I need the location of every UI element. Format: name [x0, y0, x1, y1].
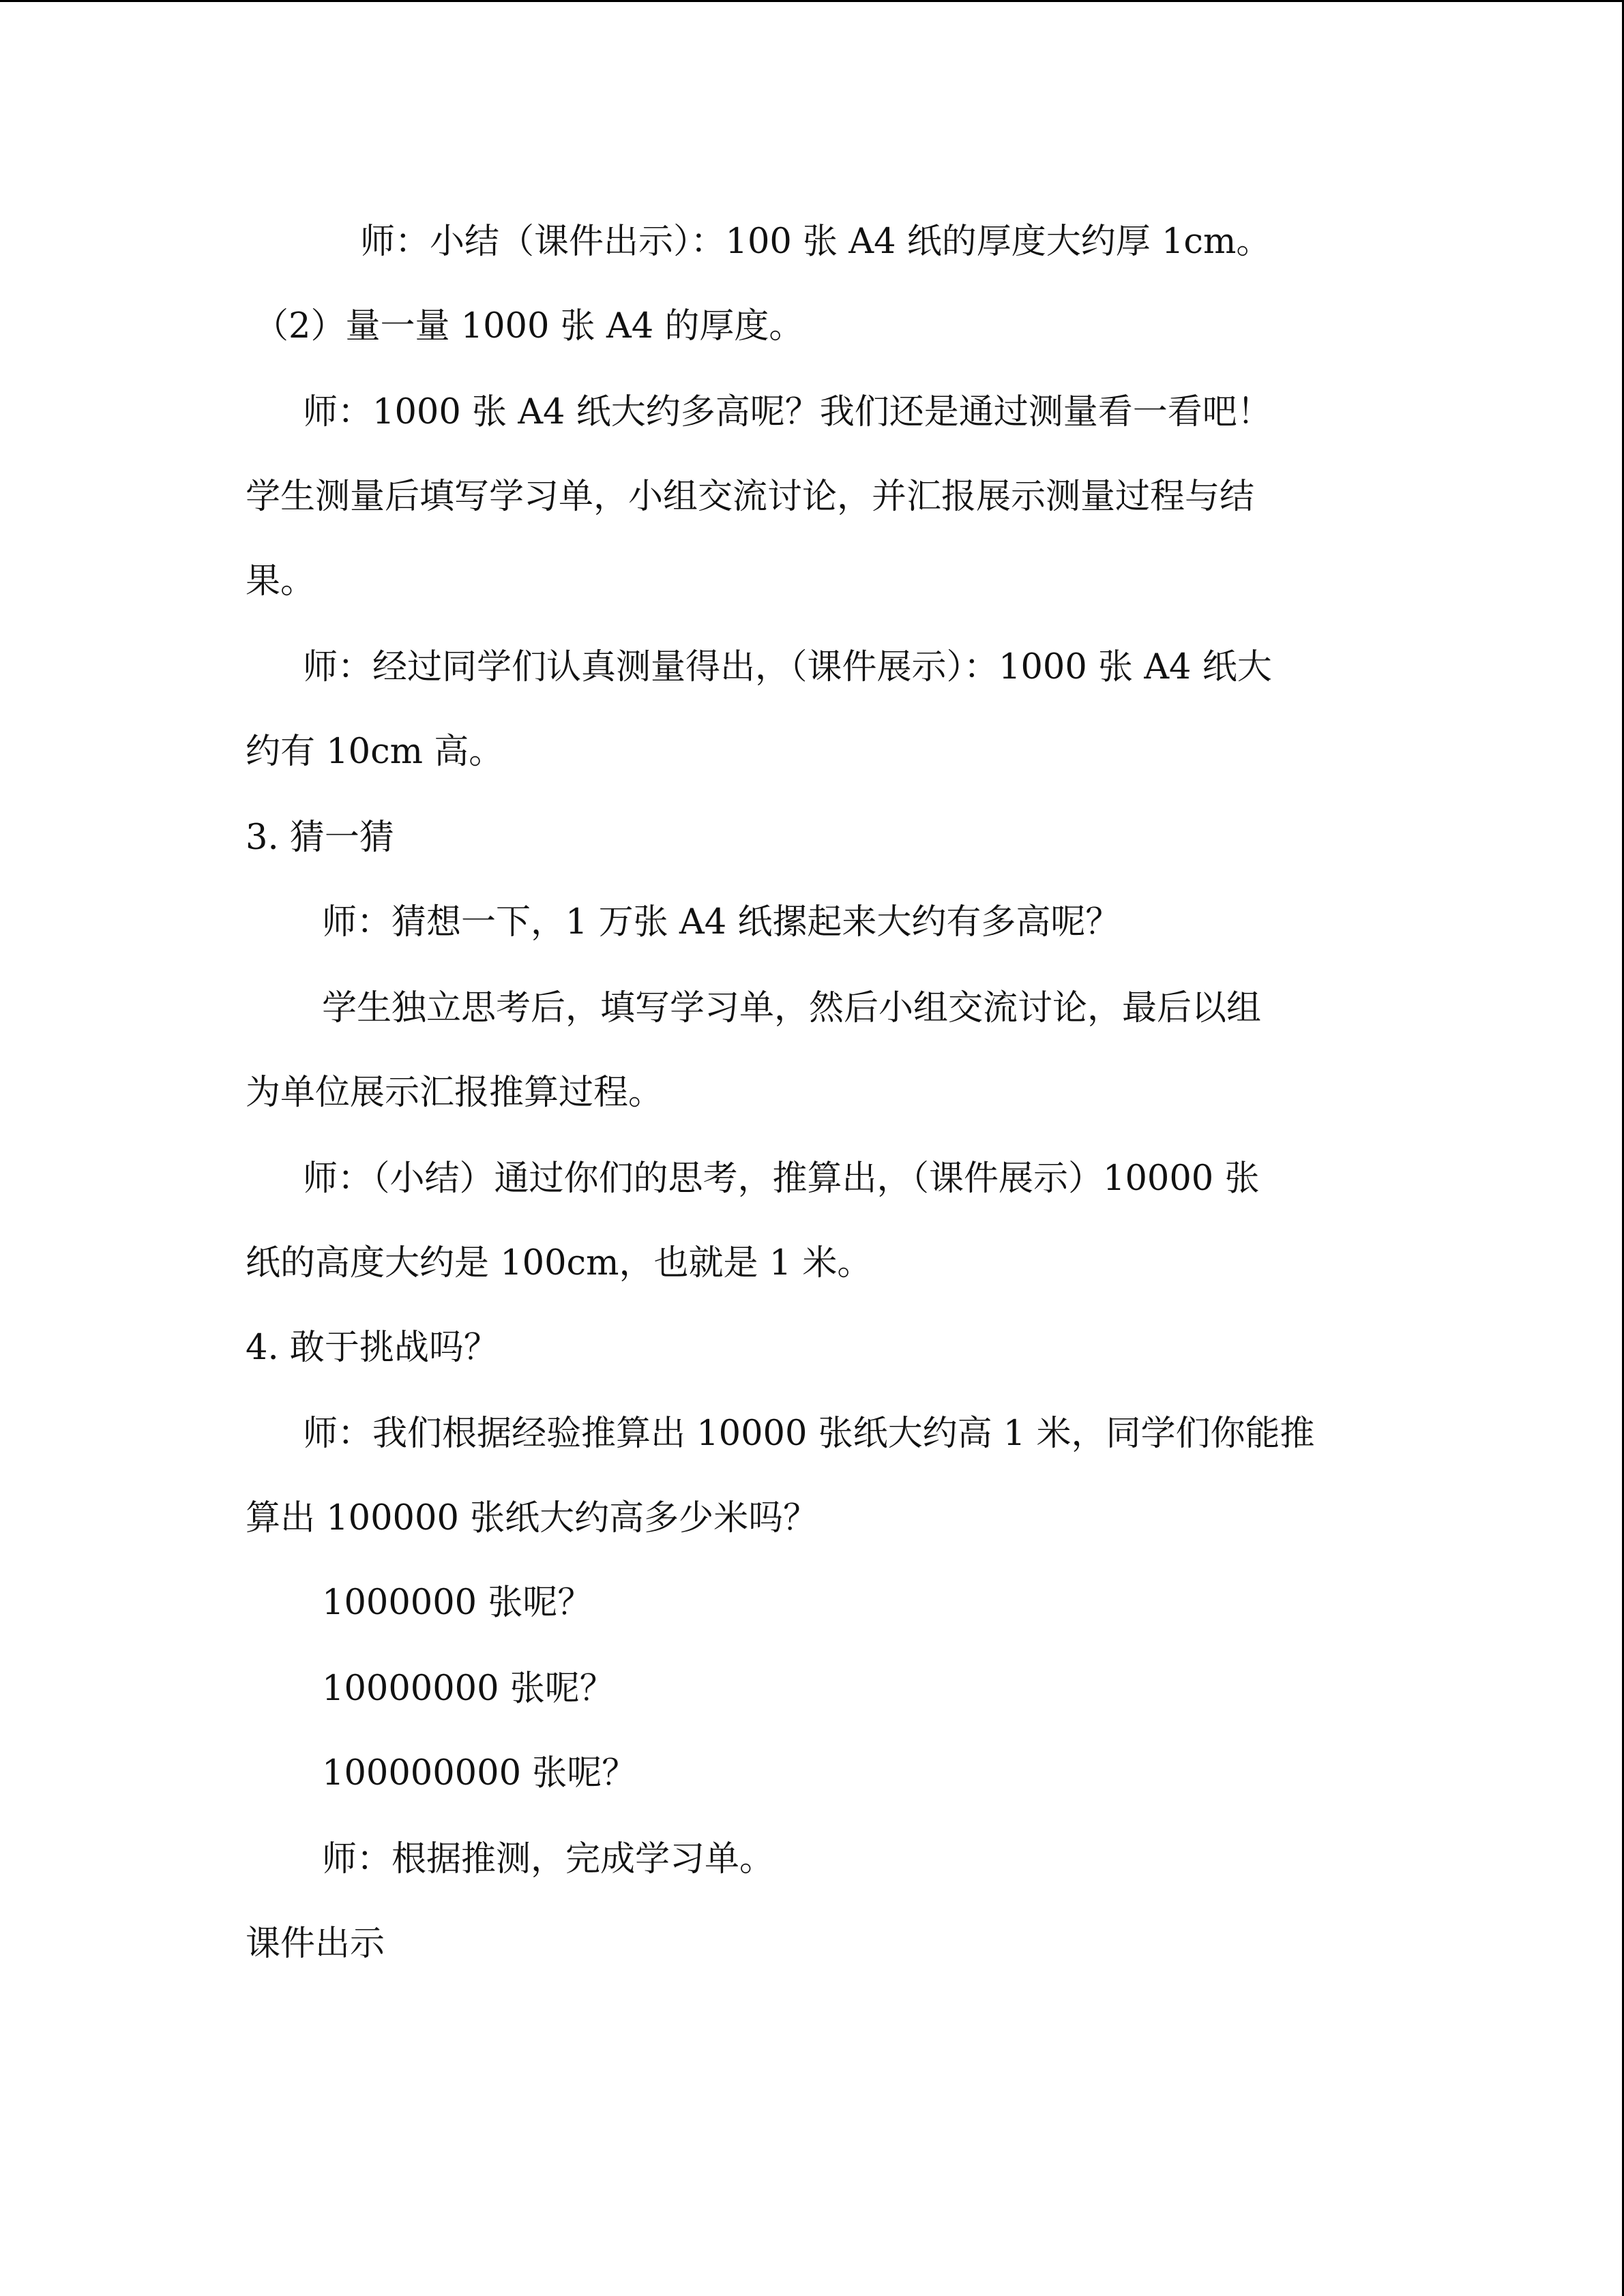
- text-line-summary-100-sheets: 师：小结（课件出示）：100 张 A4 纸的厚度大约厚 1cm。: [360, 222, 1271, 262]
- text-line-measure-1000: （2）量一量 1000 张 A4 的厚度。: [254, 306, 804, 346]
- text-line-teacher-challenge: 师：我们根据经验推算出 10000 张纸大约高 1 米，同学们你能推: [303, 1414, 1315, 1454]
- text-line-teacher-guess: 师：猜想一下，1 万张 A4 纸摞起来大约有多高呢？: [322, 902, 1121, 942]
- section-heading-challenge: 4. 敢于挑战吗？: [246, 1328, 499, 1368]
- text-line-student-think-cont: 为单位展示汇报推算过程。: [246, 1073, 664, 1113]
- text-line-teacher-result-1000-cont: 约有 10cm 高。: [246, 732, 504, 772]
- text-line-student-measure-cont: 果。: [246, 561, 316, 601]
- text-line-question-100000000: 100000000 张呢？: [322, 1753, 637, 1793]
- text-line-teacher-result-1000: 师：经过同学们认真测量得出，（课件展示）：1000 张 A4 纸大: [303, 647, 1272, 687]
- text-line-teacher-question-1000: 师：1000 张 A4 纸大约多高呢？我们还是通过测量看一看吧！: [303, 392, 1272, 432]
- text-line-question-1000000: 1000000 张呢？: [322, 1583, 593, 1623]
- text-line-question-10000000: 10000000 张呢？: [322, 1669, 615, 1709]
- text-line-courseware-display: 课件出示: [246, 1924, 385, 1964]
- text-line-teacher-summary-10000: 师：（小结）通过你们的思考，推算出，（课件展示）10000 张: [303, 1159, 1260, 1199]
- text-line-teacher-summary-10000-cont: 纸的高度大约是 100cm，也就是 1 米。: [246, 1243, 872, 1283]
- text-line-teacher-complete-worksheet: 师：根据推测，完成学习单。: [322, 1839, 775, 1879]
- text-line-student-measure: 学生测量后填写学习单，小组交流讨论，并汇报展示测量过程与结: [246, 477, 1255, 517]
- text-line-student-think: 学生独立思考后，填写学习单，然后小组交流讨论，最后以组: [322, 988, 1262, 1028]
- text-line-teacher-challenge-cont: 算出 100000 张纸大约高多少米吗？: [246, 1498, 818, 1538]
- section-heading-guess: 3. 猜一猜: [246, 818, 394, 858]
